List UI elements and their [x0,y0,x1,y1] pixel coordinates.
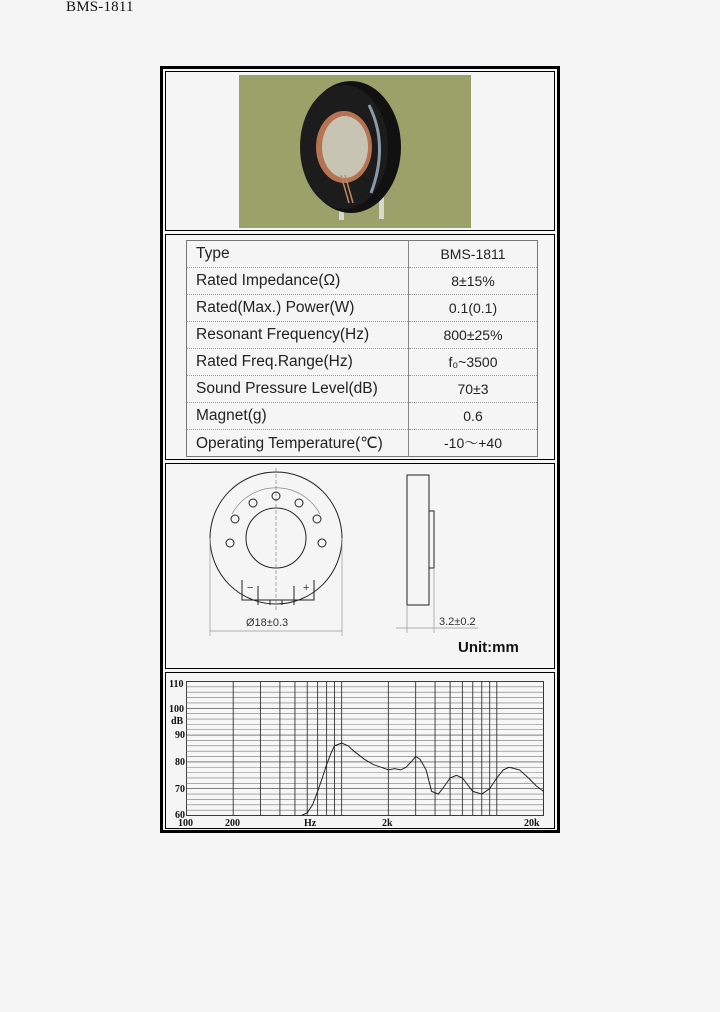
chart-panel [165,672,555,829]
table-row [187,268,538,295]
table-row [187,295,538,322]
x-axis-label: Hz [304,818,317,827]
minus-label: − [247,582,254,594]
drawing-panel [165,463,555,669]
table-row [187,241,538,268]
spec-value: 0.1(0.1) [409,295,538,322]
speaker-photo-icon [239,75,471,228]
y-tick-70: 70 [175,784,185,795]
spec-label: Rated(Max.) Power(W) [187,295,409,322]
x-tick-2k: 2k [382,818,393,827]
product-photo [239,75,471,228]
spec-value: 8±15% [409,268,538,295]
y-tick-60: 60 [175,810,185,821]
spec-value: f₀~3500 [409,349,538,376]
spec-value: 0.6 [409,403,538,430]
datasheet-frame [160,66,560,833]
spec-value: 70±3 [409,376,538,403]
document-title: BMS-1811 [66,0,134,15]
plus-label: + [303,582,310,594]
spec-label: Sound Pressure Level(dB) [187,376,409,403]
thickness-label: 3.2±0.2 [439,616,476,628]
table-row [187,430,538,457]
frequency-response-chart [166,673,558,827]
diameter-label: Ø18±0.3 [246,617,289,629]
spec-label: Magnet(g) [187,403,409,430]
x-tick-20k: 20k [524,818,540,827]
x-tick-100: 100 [178,818,193,827]
spec-value: BMS-1811 [409,241,538,268]
table-row [187,322,538,349]
table-row [187,403,538,430]
y-tick-110: 110 [169,679,184,690]
photo-panel [165,71,555,231]
spec-label: Rated Freq.Range(Hz) [187,349,409,376]
side-view [396,475,478,633]
table-row [187,376,538,403]
spec-label: Operating Temperature(℃) [187,430,409,457]
y-axis-label: dB [171,716,184,727]
y-tick-90: 90 [175,730,185,741]
table-row [187,349,538,376]
spec-label: Rated Impedance(Ω) [187,268,409,295]
spec-value: -10～+40 [409,430,538,457]
spec-table [186,240,538,457]
unit-label: Unit:mm [458,639,519,656]
spec-value: 800±25% [409,322,538,349]
x-tick-200: 200 [225,818,240,827]
mechanical-drawing [166,464,558,667]
front-view [210,468,342,636]
spec-label: Type [187,241,409,268]
y-tick-80: 80 [175,757,185,768]
spec-label: Resonant Frequency(Hz) [187,322,409,349]
spec-panel [165,234,555,460]
y-tick-100: 100 [169,704,184,715]
